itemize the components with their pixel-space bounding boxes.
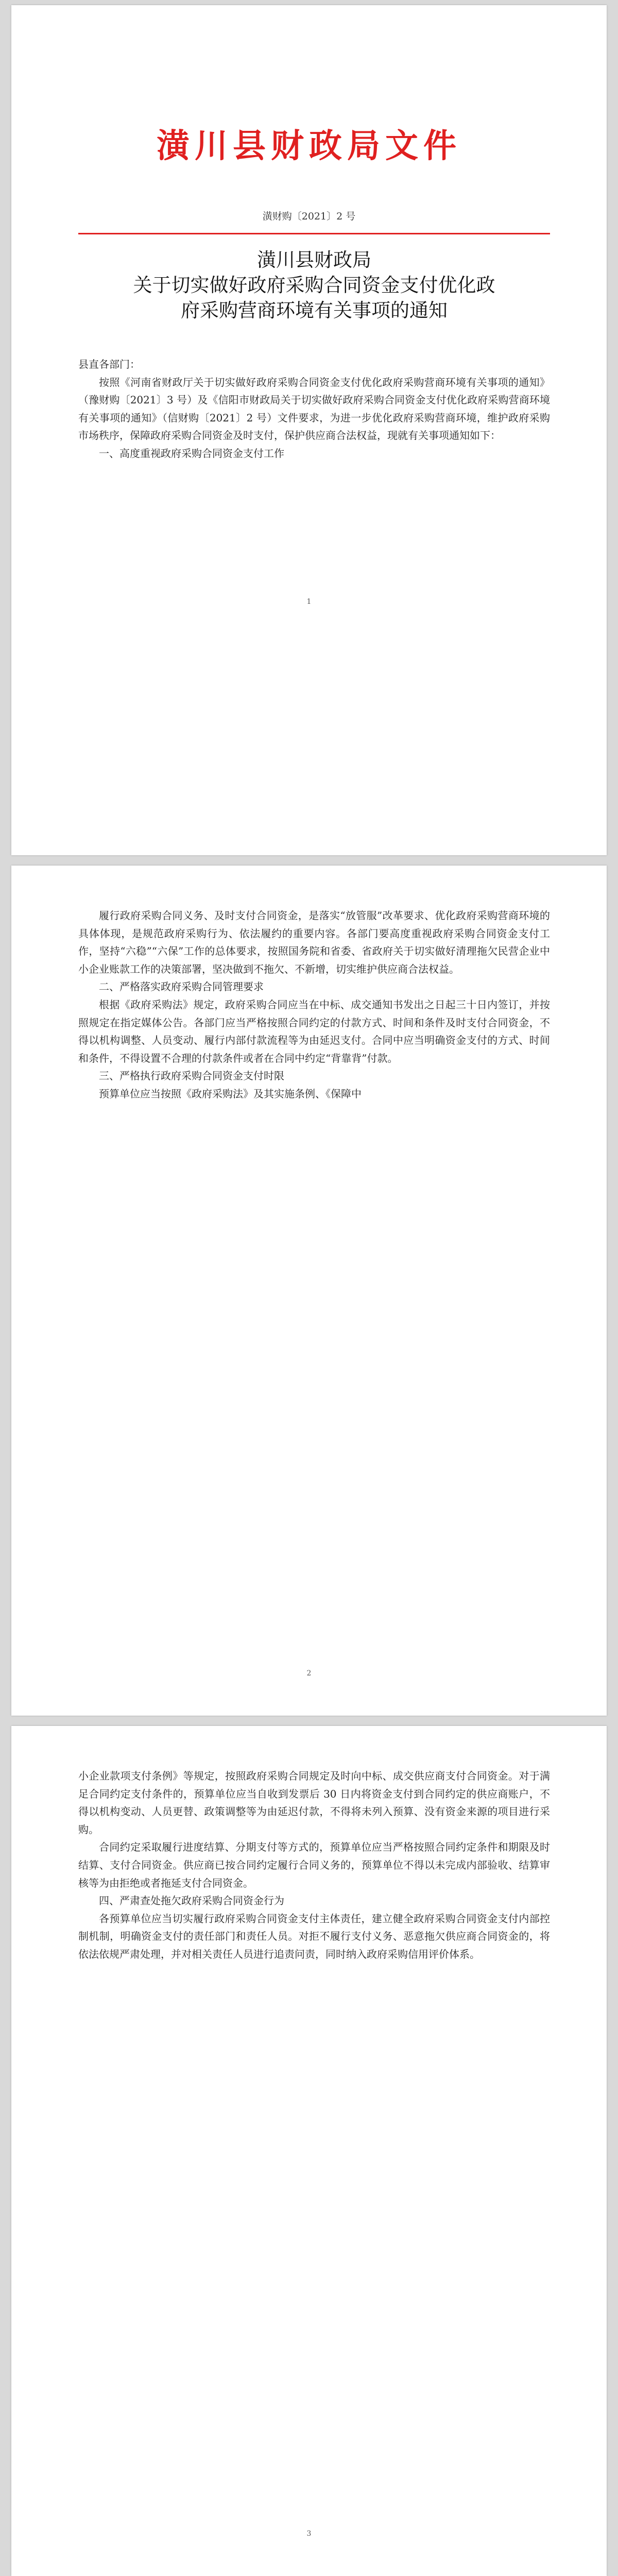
section-heading: 三、严格执行政府采购合同资金支付时限	[99, 1070, 284, 1082]
page3-body	[78, 1767, 550, 1963]
paragraph: 合同约定采取履行进度结算、分期支付等方式的，预算单位应当严格按照合同约定条件和期限及时结算、支付合同资金。供应商已按合同约定履行合同义务的，预算单位不得以未完成内部验收、结算审核等为由拒绝或者拖延支付合同资金。	[78, 1841, 550, 1889]
document-page-2	[11, 866, 607, 1716]
red-divider-line	[78, 233, 550, 234]
page1-body	[78, 355, 550, 463]
paragraph: 小企业款项支付条例》等规定，按照政府采购合同规定及时向中标、成交供应商支付合同资金。对于满足合同约定支付条件的，预算单位应当自收到发票后 30 日内将资金支付到合同约定的供应商账户，不得以机构变动、人员更替、政策调整等为由延迟付款，不得将未列入预算、没有资金来源的项目进行采购。	[78, 1770, 550, 1836]
section-heading: 四、严肃查处拖欠政府采购合同资金行为	[99, 1894, 284, 1907]
document-title: 潢川县财政局 关于切实做好政府采购合同资金支付优化政 府采购营商环境有关事项的通知	[133, 249, 495, 321]
paragraph: 履行政府采购合同义务、及时支付合同资金，是落实“放管服”改革要求、优化政府采购营商环境的具体体现，是规范政府采购行为、依法履约的重要内容。各部门要高度重视政府采购合同资金支付工作，坚持“六稳”“六保”工作的总体要求，按照国务院和省委、省政府关于切实做好清理拖欠民营企业中小企业账款工作的决策部署，坚决做到不拖欠、不新增，切实维护供应商合法权益。	[78, 909, 550, 975]
document-number: 潢财购〔2021〕2 号	[262, 211, 356, 222]
paragraph: 预算单位应当按照《政府采购法》及其实施条例、《保障中	[99, 1087, 362, 1100]
paragraph: 按照《河南省财政厅关于切实做好政府采购合同资金支付优化政府采购营商环境有关事项的通知》（豫财购〔2021〕3 号）及《信阳市财政局关于切实做好政府采购合同资金支付优化政府采购营商环境有关事项的通知》（信财购〔2021〕2 号）文件要求，为进一步优化政府采购营商环境，维护政府采购市场秩序，保障政府采购合同资金及时支付，保护供应商合法权益，现就有关事项通知如下：	[78, 376, 550, 442]
paragraph: 各预算单位应当切实履行政府采购合同资金支付主体责任，建立健全政府采购合同资金支付内部控制机制，明确资金支付的责任部门和责任人员。对拒不履行支付义务、恶意拖欠供应商合同资金的，将依法依规严肃处理，并对相关责任人员进行追责问责，同时纳入政府采购信用评价体系。	[78, 1912, 550, 1960]
document-page-1	[11, 5, 607, 855]
section-heading: 二、严格落实政府采购合同管理要求	[99, 980, 264, 993]
document-page-3	[11, 1726, 607, 2576]
page2-body	[78, 907, 550, 1103]
page-number: 2	[306, 1669, 312, 1677]
page-number: 1	[306, 598, 312, 606]
addressee: 县直各部门：	[78, 358, 140, 370]
page-number: 3	[306, 2530, 312, 2538]
section-heading: 一、高度重视政府采购合同资金支付工作	[99, 447, 284, 460]
paragraph: 根据《政府采购法》规定，政府采购合同应当在中标、成交通知书发出之日起三十日内签订，并按照规定在指定媒体公告。各部门应当严格按照合同约定的付款方式、时间和条件及时支付合同资金，不得以机构调整、人员变动、履行内部付款流程等为由延迟支付。合同中应当明确资金支付的方式、时间和条件，不得设置不合理的付款条件或者在合同中约定“背靠背”付款。	[78, 998, 550, 1064]
document-header-title: 潢川县财政局文件	[157, 127, 461, 165]
